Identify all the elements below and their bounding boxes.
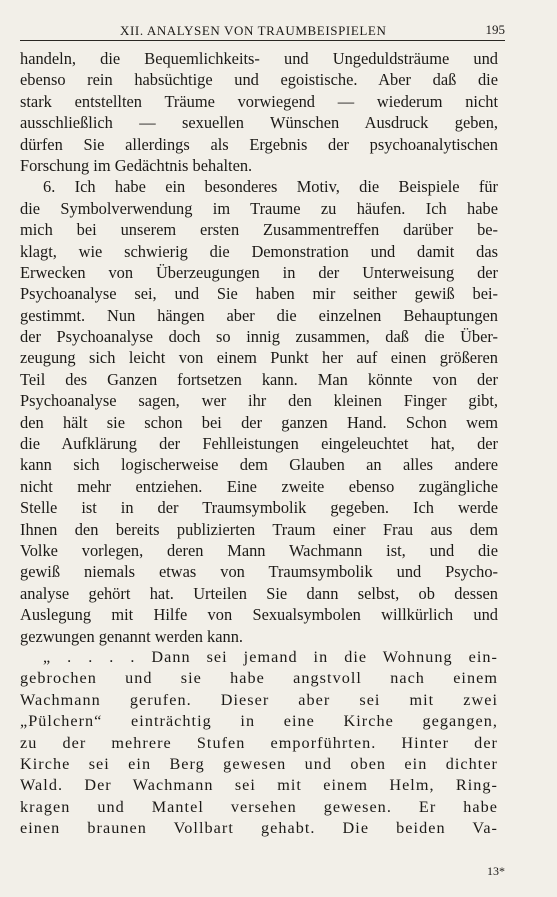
text-line: zeugung sich leicht von einem Punkt her auf einen größeren: [20, 348, 498, 368]
page-number: 195: [485, 22, 505, 37]
running-title: XII. ANALYSEN VON TRAUMBEISPIELEN: [120, 23, 387, 38]
text-line: gezwungen genannt werden kann.: [20, 626, 244, 646]
text-line: Psychoanalyse sei, und Sie haben mir seither gewiß bei-: [20, 284, 498, 304]
text-line: gewiß niemals etwas von Traumsymbolik und Psycho-: [20, 562, 498, 582]
text-line: Ihnen den bereits publizierten Traum einer Frau aus dem: [20, 519, 498, 539]
text-line: ausschließlich — sexuellen Wünschen Ausdruck geben,: [20, 113, 498, 133]
text-line: dürfen Sie allerdings als Ergebnis der psychoanalytischen: [20, 134, 498, 154]
quote-line: Kirche sei ein Berg gewesen und oben ein dichter: [20, 754, 498, 773]
quote-line: einen braunen Vollbart gehabt. Die beiden Va-: [20, 819, 498, 838]
text-line: Volke vorlegen, deren Mann Wachmann ist, und die: [20, 540, 498, 560]
text-line: stark entstellten Träume vorwiegend — wiederum nicht: [20, 91, 498, 111]
body-text: [20, 48, 498, 839]
quote-line: gebrochen und sie habe angstvoll nach einem: [20, 669, 498, 688]
text-line: klagt, wie schwierig die Demonstration und damit das: [20, 241, 498, 261]
text-line: der Psychoanalyse doch so innig zusammen, daß die Über-: [20, 327, 498, 347]
text-line: Stelle ist in der Traumsymbolik gegeben. Ich werde: [20, 498, 498, 518]
text-line: die Symbolverwendung im Traume zu häufen. Ich habe: [20, 198, 498, 218]
quote-line: kragen und Mantel versehen gewesen. Er habe: [20, 797, 498, 816]
text-line: nicht mehr entziehen. Eine zweite ebenso zugängliche: [20, 476, 498, 496]
quote-line: Wald. Der Wachmann sei mit einem Helm, Ring-: [20, 776, 498, 795]
text-line: 6. Ich habe ein besonderes Motiv, die Beispiele für: [43, 177, 498, 197]
text-line: Erwecken von Überzeugungen in der Unterweisung der: [20, 262, 498, 282]
text-line: analyse gehört hat. Urteilen Sie dann selbst, ob dessen: [20, 583, 498, 603]
page-header: [20, 20, 505, 41]
text-line: handeln, die Bequemlichkeits- und Ungeduldsträume und: [20, 49, 498, 68]
text-line: den hält sie schon bei der ganzen Hand. Schon wem: [20, 412, 498, 432]
text-line: mich bei unserem ersten Zusammentreffen darüber be-: [20, 220, 498, 240]
quote-line: „ . . . . Dann sei jemand in die Wohnung ein-: [43, 647, 498, 666]
quote-line: „Pülchern“ einträchtig in eine Kirche gegangen,: [20, 712, 498, 731]
quote-line: zu der mehrere Stufen emporführten. Hinter der: [20, 733, 498, 752]
text-line: ebenso rein habsüchtige und egoistische. Aber daß die: [20, 70, 498, 90]
text-line: Teil des Ganzen fortsetzen kann. Man könnte von der: [20, 369, 498, 389]
dream-quote: [20, 647, 498, 840]
text-line: gestimmt. Nun hängen aber die einzelnen Behauptungen: [20, 305, 498, 325]
text-line: kann sich logischerweise dem Glauben an alles andere: [20, 455, 498, 475]
text-line: Auslegung mit Hilfe von Sexualsymbolen willkürlich und: [20, 605, 498, 625]
quote-line: Wachmann gerufen. Dieser aber sei mit zwei: [20, 690, 498, 709]
text-line: Forschung im Gedächtnis behalten.: [20, 155, 253, 175]
text-line: die Aufklärung der Fehlleistungen eingeleuchtet hat, der: [20, 434, 498, 454]
text-line: Psychoanalyse sagen, wer ihr den kleinen Finger gibt,: [20, 391, 498, 411]
signature-mark: 13*: [487, 864, 505, 878]
